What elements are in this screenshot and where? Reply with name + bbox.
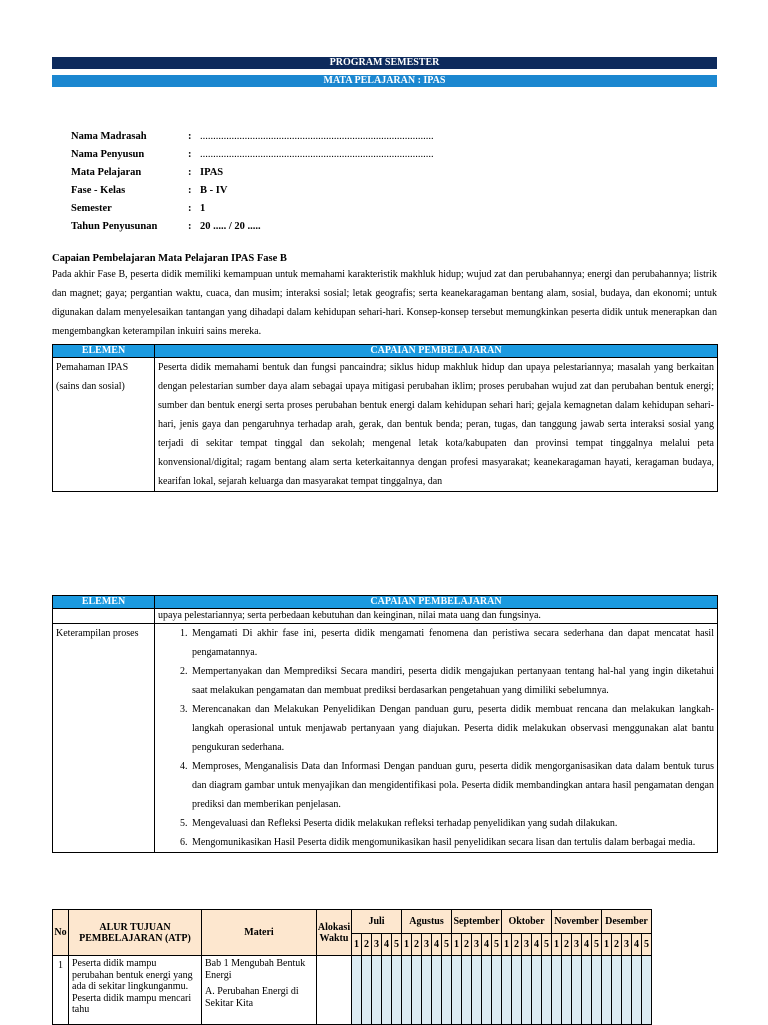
identity-label: Nama Madrasah xyxy=(71,131,147,142)
month-agustus: Agustus xyxy=(402,910,452,934)
capaian-table-1 xyxy=(52,344,718,492)
header-elemen: ELEMEN xyxy=(53,345,155,358)
week-header: 5 xyxy=(392,934,402,956)
identity-label: Semester xyxy=(71,203,112,214)
week-header: 4 xyxy=(432,934,442,956)
week-header: 2 xyxy=(562,934,572,956)
capaian-pemahaman-text: Peserta didik memahami bentuk dan fungsi pancaindra; siklus hidup makhluk hidup dan upaya pelestariannya; masalah yang berkaitan dengan pelestarian sumber daya alam sebagai upaya mitigasi perubahan iklim; proses perubahan wujud zat dan perubahan bentuk energi; sumber dan bentuk energi serta proses perubahan bentuk energi dalam kehidupan sehari hari; gejala kemagnetan dalam kehidupan sehari-hari, jenis gaya dan pengaruhnya terhadap arah, gerak, dan bentuk benda; peran, tugas, dan tanggung jawab serta interaksi sosial yang terjadi di sekitar tempat tinggal dan sekolah; mengenal letak kota/kabupaten dan provinsi tempat tinggalnya melalui peta konvensional/digital; ragam bentang alam serta keterkaitannya dengan profesi masyarakat; keanekaragaman hayati, keragaman budaya, kearifan lokal, sejarah keluarga dan masyarakat tempat tinggalnya, dan xyxy=(155,358,718,492)
materi-bab: Bab 1 Mengubah Bentuk Energi xyxy=(205,958,306,981)
step-item: 4. Memproses, Menganalisis Data dan Informasi Dengan panduan guru, peserta didik mengorganisasikan data dalam bentuk turus dan diagram gambar untuk menyajikan dan mengidentifikasi pola. Peserta didik membandingkan antara hasil pengamatan dengan prediksi dan memberikan penjelasan. xyxy=(190,757,714,814)
header-capaian: CAPAIAN PEMBELAJARAN xyxy=(155,345,718,358)
step-item: 3. Merencanakan dan Melakukan Penyelidikan Dengan panduan guru, peserta didik membuat rencana dan melakukan langkah-langkah operasional untuk menjawab pertanyaan yang diajukan. Peserta didik melakukan observasi menggunakan alat bantu pengukuran sederhana. xyxy=(190,700,714,757)
week-header: 1 xyxy=(352,934,362,956)
week-header: 4 xyxy=(482,934,492,956)
week-header: 2 xyxy=(462,934,472,956)
week-header: 1 xyxy=(452,934,462,956)
program-semester-title: PROGRAM SEMESTER xyxy=(52,57,717,69)
week-cell xyxy=(502,956,512,1025)
week-header: 3 xyxy=(572,934,582,956)
element-keterampilan: Keterampilan proses xyxy=(53,624,155,853)
week-header: 1 xyxy=(552,934,562,956)
step-item: 6. Mengomunikasikan Hasil Peserta didik mengomunikasikan hasil penyelidikan secara lisan dan tertulis dalam berbagai media. xyxy=(190,833,714,852)
week-header: 2 xyxy=(612,934,622,956)
week-cell xyxy=(612,956,622,1025)
identity-value: B - IV xyxy=(200,185,228,196)
week-cell xyxy=(412,956,422,1025)
steps-cell xyxy=(155,624,718,853)
week-header: 5 xyxy=(542,934,552,956)
week-header: 5 xyxy=(492,934,502,956)
identity-value: IPAS xyxy=(200,167,224,178)
week-cell xyxy=(452,956,462,1025)
week-header: 3 xyxy=(522,934,532,956)
atp-table xyxy=(52,909,652,1025)
week-cell xyxy=(642,956,652,1025)
steps-list xyxy=(158,624,714,852)
step-item: 2. Mempertanyakan dan Memprediksi Secara mandiri, peserta didik mengajukan pertanyaan tentang hal-hal yang ingin diketahui saat melakukan pengamatan dan membuat prediksi berdasarkan pengetahuan yang dimiliki sebelumnya. xyxy=(190,662,714,700)
week-cell xyxy=(592,956,602,1025)
week-header: 2 xyxy=(362,934,372,956)
month-november: November xyxy=(552,910,602,934)
subject-title: MATA PELAJARAN : IPAS xyxy=(52,75,717,87)
week-cell xyxy=(472,956,482,1025)
row-alokasi xyxy=(317,956,352,1025)
week-header: 2 xyxy=(512,934,522,956)
month-juli: Juli xyxy=(352,910,402,934)
row-no: 1 xyxy=(53,956,69,1025)
month-september: September xyxy=(452,910,502,934)
week-cell xyxy=(422,956,432,1025)
materi-subbab: A. Perubahan Energi di Sekitar Kita xyxy=(205,986,299,1009)
week-header: 3 xyxy=(622,934,632,956)
week-cell xyxy=(582,956,592,1025)
week-header: 5 xyxy=(592,934,602,956)
week-header: 3 xyxy=(472,934,482,956)
week-cell xyxy=(382,956,392,1025)
identity-value: ......................................................................................... xyxy=(200,131,434,142)
identity-label: Tahun Penyusunan xyxy=(71,221,158,232)
week-header: 3 xyxy=(372,934,382,956)
atp-row-1 xyxy=(53,956,652,1025)
identity-colon: : xyxy=(188,131,192,142)
week-cell xyxy=(432,956,442,1025)
identity-colon: : xyxy=(188,221,192,232)
identity-label: Mata Pelajaran xyxy=(71,167,142,178)
week-cell xyxy=(542,956,552,1025)
week-header: 4 xyxy=(632,934,642,956)
row-materi xyxy=(202,956,317,1025)
week-cell xyxy=(352,956,362,1025)
identity-colon: : xyxy=(188,203,192,214)
capaian-table-2 xyxy=(52,595,718,853)
week-cell xyxy=(512,956,522,1025)
week-cell xyxy=(372,956,382,1025)
identity-value: 1 xyxy=(200,203,206,214)
step-item: 1. Mengamati Di akhir fase ini, peserta didik mengamati fenomena dan peristiwa secara sederhana dan dapat mencatat hasil pengamatannya. xyxy=(190,624,714,662)
week-cell xyxy=(602,956,612,1025)
month-desember: Desember xyxy=(602,910,652,934)
identity-label: Nama Penyusun xyxy=(71,149,145,160)
week-cell xyxy=(402,956,412,1025)
week-cell xyxy=(562,956,572,1025)
identity-value: ......................................................................................... xyxy=(200,149,434,160)
week-cell xyxy=(482,956,492,1025)
week-cell xyxy=(392,956,402,1025)
week-cell xyxy=(632,956,642,1025)
col-materi: Materi xyxy=(202,910,317,956)
identity-colon: : xyxy=(188,167,192,178)
week-cell xyxy=(492,956,502,1025)
month-oktober: Oktober xyxy=(502,910,552,934)
week-header: 4 xyxy=(582,934,592,956)
week-header: 2 xyxy=(412,934,422,956)
week-header: 1 xyxy=(402,934,412,956)
week-cell xyxy=(622,956,632,1025)
empty-element-cell xyxy=(53,609,155,624)
continuation-text: upaya pelestariannya; serta perbedaan kebutuhan dan keinginan, nilai mata uang dan fungsinya. xyxy=(155,609,718,624)
element-pemahaman: Pemahaman IPAS (sains dan sosial) xyxy=(53,358,155,492)
capaian-title: Capaian Pembelajaran Mata Pelajaran IPAS Fase B xyxy=(52,253,287,264)
week-header: 5 xyxy=(442,934,452,956)
week-cell xyxy=(522,956,532,1025)
week-cell xyxy=(462,956,472,1025)
identity-colon: : xyxy=(188,149,192,160)
week-cell xyxy=(442,956,452,1025)
header-elemen-2: ELEMEN xyxy=(53,596,155,609)
col-alokasi: Alokasi Waktu xyxy=(317,910,352,956)
header-capaian-2: CAPAIAN PEMBELAJARAN xyxy=(155,596,718,609)
identity-label: Fase - Kelas xyxy=(71,185,126,196)
week-cell xyxy=(362,956,372,1025)
week-header: 1 xyxy=(602,934,612,956)
col-no: No xyxy=(53,910,69,956)
col-atp: ALUR TUJUAN PEMBELAJARAN (ATP) xyxy=(69,910,202,956)
week-cell xyxy=(532,956,542,1025)
week-header: 5 xyxy=(642,934,652,956)
step-item: 5. Mengevaluasi dan Refleksi Peserta didik melakukan refleksi terhadap penyelidikan yang sudah dilakukan. xyxy=(190,814,714,833)
week-header: 4 xyxy=(532,934,542,956)
week-header: 3 xyxy=(422,934,432,956)
row-atp-text: Peserta didik mampu perubahan bentuk energi yang ada di sekitar lingkunganmu. Peserta didik mampu mencari tahu xyxy=(69,956,202,1025)
week-cell xyxy=(572,956,582,1025)
week-cell xyxy=(552,956,562,1025)
identity-colon: : xyxy=(188,185,192,196)
week-header: 1 xyxy=(502,934,512,956)
week-header: 4 xyxy=(382,934,392,956)
identity-value: 20 ..... / 20 ..... xyxy=(200,221,261,232)
capaian-paragraph: Pada akhir Fase B, peserta didik memiliki kemampuan untuk memahami karakteristik makhluk hidup; wujud zat dan perubahannya; energi dan perubahannya; listrik dan magnet; gaya; pergantian waktu, cuaca, dan musim; interaksi sosial; letak geografis; serta keanekaragaman bentang alam, sosial, budaya, dan ekonomi; untuk digunakan dalam menyelesaikan tantangan yang dihadapi dalam kehidupan sehari-hari. Konsep-konsep tersebut memungkinkan peserta didik untuk menerapkan dan mengembangkan keterampilan inkuiri sains mereka. xyxy=(52,269,717,337)
